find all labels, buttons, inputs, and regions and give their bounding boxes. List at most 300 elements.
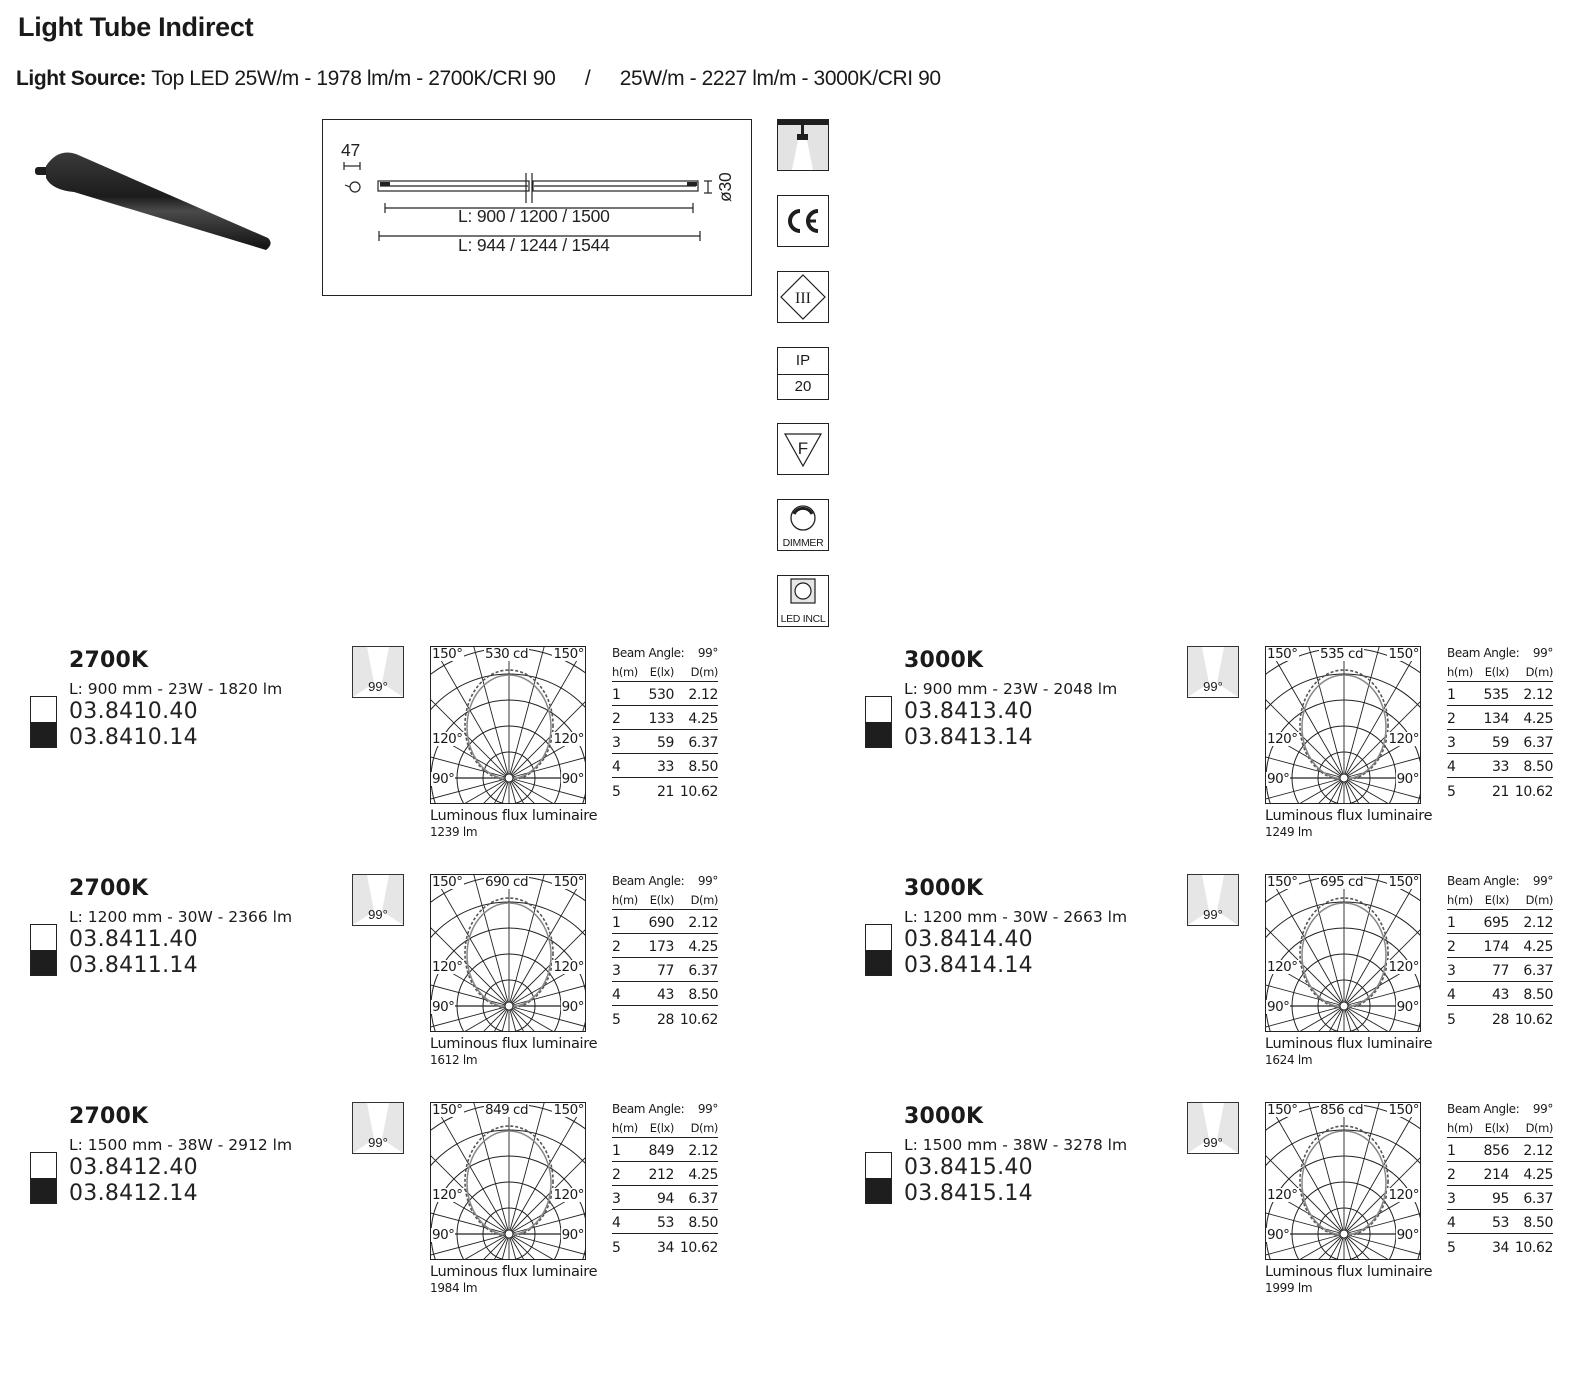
- angle-label-150-right: 150°: [553, 646, 584, 662]
- cell-illuminance: 133: [648, 711, 674, 727]
- header-illuminance: E(lx): [649, 665, 674, 679]
- cell-illuminance: 530: [648, 687, 674, 703]
- table-row: [612, 760, 718, 778]
- table-row: [1447, 1240, 1553, 1258]
- angle-label-120-right: 120°: [1388, 959, 1419, 975]
- cell-height: 4: [612, 1215, 621, 1231]
- peak-intensity-label: 690 cd: [485, 874, 529, 890]
- table-header: [1447, 664, 1553, 682]
- luminous-flux-caption: Luminous flux luminaire: [430, 1036, 598, 1052]
- ce-mark-icon: [777, 195, 829, 247]
- finish-swatches: [865, 696, 892, 748]
- class-iii-label: III: [795, 290, 811, 307]
- cell-height: 4: [612, 987, 621, 1003]
- color-temperature: 2700K: [69, 648, 149, 673]
- beam-angle-icon-label: 99°: [1203, 679, 1223, 694]
- article-code-black: 03.8414.14: [904, 953, 1033, 978]
- cell-diameter: 4.25: [688, 711, 718, 727]
- table-row: [1447, 940, 1553, 958]
- cell-illuminance: 535: [1483, 687, 1509, 703]
- variant-spec: L: 1200 mm - 30W - 2366 lm: [69, 908, 293, 926]
- cell-height: 4: [1447, 759, 1456, 775]
- cell-height: 3: [1447, 963, 1456, 979]
- cell-diameter: 8.50: [1523, 987, 1553, 1003]
- light-source-label: Light Source:: [16, 67, 147, 90]
- beam-angle-icon-label: 99°: [1203, 907, 1223, 922]
- angle-label-150-right: 150°: [1388, 646, 1419, 662]
- cell-height: 3: [612, 735, 621, 751]
- beam-angle-icon: [1187, 874, 1239, 926]
- angle-label-120-right: 120°: [553, 959, 584, 975]
- peak-intensity-label: 530 cd: [485, 646, 529, 662]
- cell-illuminance: 95: [1491, 1191, 1509, 1207]
- table-row: [612, 1192, 718, 1210]
- cell-height: 1: [612, 915, 621, 931]
- table-row: [612, 1240, 718, 1258]
- product-variant-6: [865, 1102, 1590, 1312]
- cell-diameter: 6.37: [1523, 735, 1553, 751]
- table-row: [1447, 1144, 1553, 1162]
- article-code-white: 03.8410.40: [69, 699, 198, 724]
- cell-illuminance: 34: [656, 1240, 674, 1256]
- table-row: [1447, 712, 1553, 730]
- finish-swatches: [865, 924, 892, 976]
- cell-height: 4: [612, 759, 621, 775]
- variant-spec: L: 900 mm - 23W - 1820 lm: [69, 680, 283, 698]
- cell-illuminance: 59: [1491, 735, 1509, 751]
- cell-height: 1: [1447, 1143, 1456, 1159]
- product-variant-3: [30, 874, 790, 1084]
- beam-angle-row: [1447, 874, 1553, 890]
- article-code-black: 03.8411.14: [69, 953, 198, 978]
- polar-light-distribution-chart: [1265, 874, 1421, 1032]
- cell-diameter: 10.62: [1514, 1012, 1553, 1028]
- angle-label-90-left: 90°: [1267, 999, 1290, 1015]
- cell-height: 5: [612, 784, 621, 800]
- angle-label-150-left: 150°: [432, 1102, 463, 1118]
- beam-angle-icon: [1187, 646, 1239, 698]
- product-variant-2: [865, 646, 1590, 856]
- cell-diameter: 8.50: [1523, 759, 1553, 775]
- light-source-3000: 25W/m - 2227 lm/m - 3000K/CRI 90: [619, 67, 941, 90]
- cell-illuminance: 212: [648, 1167, 674, 1183]
- table-row: [612, 916, 718, 934]
- header-diameter: D(m): [1525, 665, 1553, 679]
- polar-light-distribution-chart: [1265, 1102, 1421, 1260]
- table-header: [1447, 892, 1553, 910]
- beam-angle-label: Beam Angle:: [612, 646, 685, 660]
- angle-label-90-right: 90°: [1396, 771, 1419, 787]
- angle-label-150-right: 150°: [1388, 874, 1419, 890]
- cell-height: 5: [612, 1012, 621, 1028]
- cell-illuminance: 134: [1483, 711, 1509, 727]
- angle-label-120-right: 120°: [1388, 1187, 1419, 1203]
- table-row: [1447, 736, 1553, 754]
- cell-illuminance: 94: [656, 1191, 674, 1207]
- black-finish-swatch: [866, 722, 891, 747]
- white-finish-swatch: [866, 925, 891, 950]
- cell-illuminance: 53: [1491, 1215, 1509, 1231]
- beam-angle-label: Beam Angle:: [612, 1102, 685, 1116]
- f-mark-icon: [777, 423, 829, 475]
- white-finish-swatch: [31, 1153, 56, 1178]
- angle-label-150-left: 150°: [432, 874, 463, 890]
- beam-angle-row: [612, 646, 718, 662]
- variant-spec: L: 900 mm - 23W - 2048 lm: [904, 680, 1118, 698]
- cell-diameter: 4.25: [1523, 711, 1553, 727]
- luminous-flux-value: 1612 lm: [430, 1053, 478, 1067]
- angle-label-120-left: 120°: [1267, 731, 1298, 747]
- cell-height: 2: [1447, 939, 1456, 955]
- table-row: [1447, 760, 1553, 778]
- beam-angle-row: [612, 874, 718, 890]
- peak-intensity-label: 535 cd: [1320, 646, 1364, 662]
- table-row: [612, 1216, 718, 1234]
- product-variant-5: [30, 1102, 790, 1312]
- cell-diameter: 8.50: [688, 987, 718, 1003]
- luminous-flux-value: 1984 lm: [430, 1281, 478, 1295]
- cell-diameter: 6.37: [1523, 963, 1553, 979]
- table-row: [612, 1168, 718, 1186]
- beam-angle-value: 99°: [697, 874, 718, 888]
- beam-angle-icon-label: 99°: [368, 907, 388, 922]
- header-diameter: D(m): [690, 665, 718, 679]
- angle-label-90-right: 90°: [1396, 999, 1419, 1015]
- class-iii-icon: [777, 271, 829, 323]
- table-row: [1447, 1216, 1553, 1234]
- black-finish-swatch: [866, 1178, 891, 1203]
- angle-label-150-right: 150°: [1388, 1102, 1419, 1118]
- angle-label-150-left: 150°: [432, 646, 463, 662]
- diameter-dimension: ø30: [715, 172, 735, 202]
- cell-height: 2: [612, 939, 621, 955]
- angle-label-90-left: 90°: [1267, 771, 1290, 787]
- peak-intensity-label: 849 cd: [485, 1102, 529, 1118]
- angle-label-120-left: 120°: [432, 731, 463, 747]
- polar-light-distribution-chart: [430, 874, 586, 1032]
- product-variant-4: [865, 874, 1590, 1084]
- cell-diameter: 8.50: [688, 1215, 718, 1231]
- table-row: [1447, 1192, 1553, 1210]
- angle-label-120-right: 120°: [553, 1187, 584, 1203]
- luminous-flux-caption: Luminous flux luminaire: [1265, 1036, 1433, 1052]
- angle-label-90-right: 90°: [1396, 1227, 1419, 1243]
- luminous-flux-caption: Luminous flux luminaire: [430, 808, 598, 824]
- header-height: h(m): [1447, 1121, 1473, 1135]
- cell-height: 5: [612, 1240, 621, 1256]
- cell-height: 2: [1447, 711, 1456, 727]
- cell-height: 1: [612, 1143, 621, 1159]
- cell-diameter: 6.37: [688, 1191, 718, 1207]
- angle-label-90-right: 90°: [561, 999, 584, 1015]
- color-temperature: 3000K: [904, 1104, 984, 1129]
- cell-diameter: 10.62: [679, 784, 718, 800]
- cell-diameter: 10.62: [679, 1012, 718, 1028]
- beam-angle-icon: [352, 874, 404, 926]
- header-diameter: D(m): [1525, 1121, 1553, 1135]
- header-height: h(m): [612, 893, 638, 907]
- article-code-white: 03.8412.40: [69, 1155, 198, 1180]
- white-finish-swatch: [31, 697, 56, 722]
- cell-diameter: 2.12: [688, 915, 718, 931]
- cell-diameter: 4.25: [688, 939, 718, 955]
- table-header: [1447, 1120, 1553, 1138]
- header-illuminance: E(lx): [1484, 665, 1509, 679]
- led-included-label: LED INCL: [780, 613, 826, 625]
- cell-illuminance: 173: [648, 939, 674, 955]
- cell-diameter: 2.12: [1523, 915, 1553, 931]
- luminous-flux-value: 1999 lm: [1265, 1281, 1313, 1295]
- beam-angle-icon: [352, 1102, 404, 1154]
- angle-label-90-left: 90°: [432, 1227, 455, 1243]
- angle-label-120-right: 120°: [1388, 731, 1419, 747]
- table-row: [612, 1012, 718, 1030]
- dimension-drawing: [322, 119, 752, 296]
- cell-height: 2: [612, 1167, 621, 1183]
- article-code-black: 03.8415.14: [904, 1181, 1033, 1206]
- angle-label-90-left: 90°: [432, 771, 455, 787]
- black-finish-swatch: [31, 950, 56, 975]
- angle-label-90-right: 90°: [561, 1227, 584, 1243]
- cell-height: 3: [612, 1191, 621, 1207]
- beam-angle-value: 99°: [697, 646, 718, 660]
- beam-angle-icon-label: 99°: [368, 679, 388, 694]
- header-height: h(m): [1447, 893, 1473, 907]
- white-finish-swatch: [866, 697, 891, 722]
- angle-label-120-left: 120°: [1267, 959, 1298, 975]
- cell-height: 2: [1447, 1167, 1456, 1183]
- table-row: [1447, 1012, 1553, 1030]
- angle-label-120-left: 120°: [1267, 1187, 1298, 1203]
- page-title: Light Tube Indirect: [18, 12, 254, 42]
- table-row: [1447, 916, 1553, 934]
- polar-light-distribution-chart: [430, 1102, 586, 1260]
- cell-diameter: 4.25: [1523, 939, 1553, 955]
- beam-angle-label: Beam Angle:: [1447, 874, 1520, 888]
- finish-swatches: [865, 1152, 892, 1204]
- peak-intensity-label: 695 cd: [1320, 874, 1364, 890]
- cell-height: 5: [1447, 1240, 1456, 1256]
- light-source-line: [16, 67, 941, 91]
- cell-diameter: 2.12: [1523, 687, 1553, 703]
- beam-angle-icon-label: 99°: [1203, 1135, 1223, 1150]
- cell-height: 3: [1447, 735, 1456, 751]
- beam-angle-icon-label: 99°: [368, 1135, 388, 1150]
- beam-angle-value: 99°: [1532, 874, 1553, 888]
- angle-label-90-right: 90°: [561, 771, 584, 787]
- angle-label-90-left: 90°: [1267, 1227, 1290, 1243]
- luminous-flux-value: 1624 lm: [1265, 1053, 1313, 1067]
- table-header: [612, 892, 718, 910]
- polar-light-distribution-chart: [430, 646, 586, 804]
- header-diameter: D(m): [690, 893, 718, 907]
- angle-label-120-left: 120°: [432, 959, 463, 975]
- ip-rating-badge: [777, 347, 829, 400]
- header-illuminance: E(lx): [1484, 893, 1509, 907]
- table-row: [1447, 964, 1553, 982]
- table-header: [612, 1120, 718, 1138]
- led-included-icon: [777, 575, 829, 627]
- variant-spec: L: 1500 mm - 38W - 3278 lm: [904, 1136, 1128, 1154]
- color-temperature: 2700K: [69, 876, 149, 901]
- cell-illuminance: 174: [1483, 939, 1509, 955]
- cell-illuminance: 43: [1491, 987, 1509, 1003]
- cell-height: 1: [612, 687, 621, 703]
- beam-angle-icon: [1187, 1102, 1239, 1154]
- cell-diameter: 10.62: [679, 1240, 718, 1256]
- cell-illuminance: 690: [648, 915, 674, 931]
- header-illuminance: E(lx): [649, 893, 674, 907]
- finish-swatches: [30, 1152, 57, 1204]
- cell-illuminance: 695: [1483, 915, 1509, 931]
- cell-height: 5: [1447, 784, 1456, 800]
- table-row: [612, 988, 718, 1006]
- polar-light-distribution-chart: [1265, 646, 1421, 804]
- luminous-flux-value: 1239 lm: [430, 825, 478, 839]
- luminous-flux-caption: Luminous flux luminaire: [1265, 808, 1433, 824]
- angle-label-120-left: 120°: [432, 1187, 463, 1203]
- cell-illuminance: 59: [656, 735, 674, 751]
- angle-label-120-right: 120°: [553, 731, 584, 747]
- table-row: [612, 784, 718, 802]
- angle-label-150-left: 150°: [1267, 1102, 1298, 1118]
- cell-illuminance: 34: [1491, 1240, 1509, 1256]
- cell-diameter: 6.37: [688, 735, 718, 751]
- cell-diameter: 8.50: [1523, 1215, 1553, 1231]
- ip-label: IP: [795, 352, 811, 370]
- cell-diameter: 2.12: [1523, 1143, 1553, 1159]
- f-mark-label: F: [797, 439, 809, 458]
- cell-height: 3: [612, 963, 621, 979]
- cell-height: 1: [1447, 915, 1456, 931]
- angle-label-150-right: 150°: [553, 1102, 584, 1118]
- table-row: [612, 1144, 718, 1162]
- cell-illuminance: 77: [1491, 963, 1509, 979]
- cell-illuminance: 77: [656, 963, 674, 979]
- cell-diameter: 10.62: [1514, 1240, 1553, 1256]
- cell-diameter: 6.37: [1523, 1191, 1553, 1207]
- header-diameter: D(m): [690, 1121, 718, 1135]
- beam-angle-value: 99°: [1532, 1102, 1553, 1116]
- cell-height: 4: [1447, 1215, 1456, 1231]
- beam-angle-value: 99°: [1532, 646, 1553, 660]
- cell-illuminance: 33: [1491, 759, 1509, 775]
- table-row: [612, 712, 718, 730]
- header-height: h(m): [612, 1121, 638, 1135]
- cell-illuminance: 21: [1491, 784, 1509, 800]
- article-code-white: 03.8413.40: [904, 699, 1033, 724]
- beam-angle-label: Beam Angle:: [612, 874, 685, 888]
- cell-illuminance: 214: [1483, 1167, 1509, 1183]
- table-header: [612, 664, 718, 682]
- cell-diameter: 8.50: [688, 759, 718, 775]
- black-finish-swatch: [31, 1178, 56, 1203]
- ip-value: 20: [778, 374, 828, 400]
- color-temperature: 2700K: [69, 1104, 149, 1129]
- length-outer-dimension: L: 944 / 1244 / 1544: [458, 235, 610, 255]
- product-variant-1: [30, 646, 790, 856]
- cell-height: 4: [1447, 987, 1456, 1003]
- black-finish-swatch: [866, 950, 891, 975]
- cell-illuminance: 33: [656, 759, 674, 775]
- color-temperature: 3000K: [904, 648, 984, 673]
- article-code-white: 03.8411.40: [69, 927, 198, 952]
- luminous-flux-value: 1249 lm: [1265, 825, 1313, 839]
- table-row: [1447, 988, 1553, 1006]
- cell-height: 5: [1447, 1012, 1456, 1028]
- white-finish-swatch: [31, 925, 56, 950]
- cell-height: 3: [1447, 1191, 1456, 1207]
- cell-diameter: 6.37: [688, 963, 718, 979]
- table-row: [1447, 784, 1553, 802]
- header-illuminance: E(lx): [1484, 1121, 1509, 1135]
- beam-angle-row: [1447, 646, 1553, 662]
- light-source-separator: /: [584, 67, 591, 90]
- table-row: [1447, 1168, 1553, 1186]
- beam-angle-value: 99°: [697, 1102, 718, 1116]
- table-row: [612, 688, 718, 706]
- angle-label-90-left: 90°: [432, 999, 455, 1015]
- cell-height: 1: [1447, 687, 1456, 703]
- table-row: [612, 736, 718, 754]
- header-diameter: D(m): [1525, 893, 1553, 907]
- finish-swatches: [30, 924, 57, 976]
- variant-spec: L: 1200 mm - 30W - 2663 lm: [904, 908, 1128, 926]
- black-finish-swatch: [31, 722, 56, 747]
- color-temperature: 3000K: [904, 876, 984, 901]
- peak-intensity-label: 856 cd: [1320, 1102, 1364, 1118]
- beam-angle-icon: [352, 646, 404, 698]
- cell-diameter: 2.12: [688, 687, 718, 703]
- cell-illuminance: 21: [656, 784, 674, 800]
- angle-label-150-left: 150°: [1267, 874, 1298, 890]
- angle-label-150-right: 150°: [553, 874, 584, 890]
- height-dimension: 47: [341, 140, 361, 160]
- indirect-light-icon: [777, 119, 829, 171]
- article-code-black: 03.8410.14: [69, 725, 198, 750]
- table-row: [612, 940, 718, 958]
- cell-illuminance: 43: [656, 987, 674, 1003]
- article-code-white: 03.8414.40: [904, 927, 1033, 952]
- cell-diameter: 4.25: [1523, 1167, 1553, 1183]
- header-illuminance: E(lx): [649, 1121, 674, 1135]
- luminous-flux-caption: Luminous flux luminaire: [430, 1264, 598, 1280]
- beam-angle-row: [612, 1102, 718, 1118]
- cell-illuminance: 856: [1483, 1143, 1509, 1159]
- beam-angle-row: [1447, 1102, 1553, 1118]
- luminous-flux-caption: Luminous flux luminaire: [1265, 1264, 1433, 1280]
- beam-angle-label: Beam Angle:: [1447, 1102, 1520, 1116]
- cell-diameter: 10.62: [1514, 784, 1553, 800]
- finish-swatches: [30, 696, 57, 748]
- beam-angle-label: Beam Angle:: [1447, 646, 1520, 660]
- angle-label-150-left: 150°: [1267, 646, 1298, 662]
- light-source-2700: Top LED 25W/m - 1978 lm/m - 2700K/CRI 90: [151, 67, 556, 90]
- article-code-black: 03.8412.14: [69, 1181, 198, 1206]
- cell-illuminance: 28: [1491, 1012, 1509, 1028]
- header-height: h(m): [612, 665, 638, 679]
- dimmer-label: DIMMER: [782, 537, 824, 549]
- cell-diameter: 2.12: [688, 1143, 718, 1159]
- table-row: [1447, 688, 1553, 706]
- table-row: [612, 964, 718, 982]
- variant-spec: L: 1500 mm - 38W - 2912 lm: [69, 1136, 293, 1154]
- cell-illuminance: 849: [648, 1143, 674, 1159]
- white-finish-swatch: [866, 1153, 891, 1178]
- header-height: h(m): [1447, 665, 1473, 679]
- article-code-white: 03.8415.40: [904, 1155, 1033, 1180]
- cell-illuminance: 53: [656, 1215, 674, 1231]
